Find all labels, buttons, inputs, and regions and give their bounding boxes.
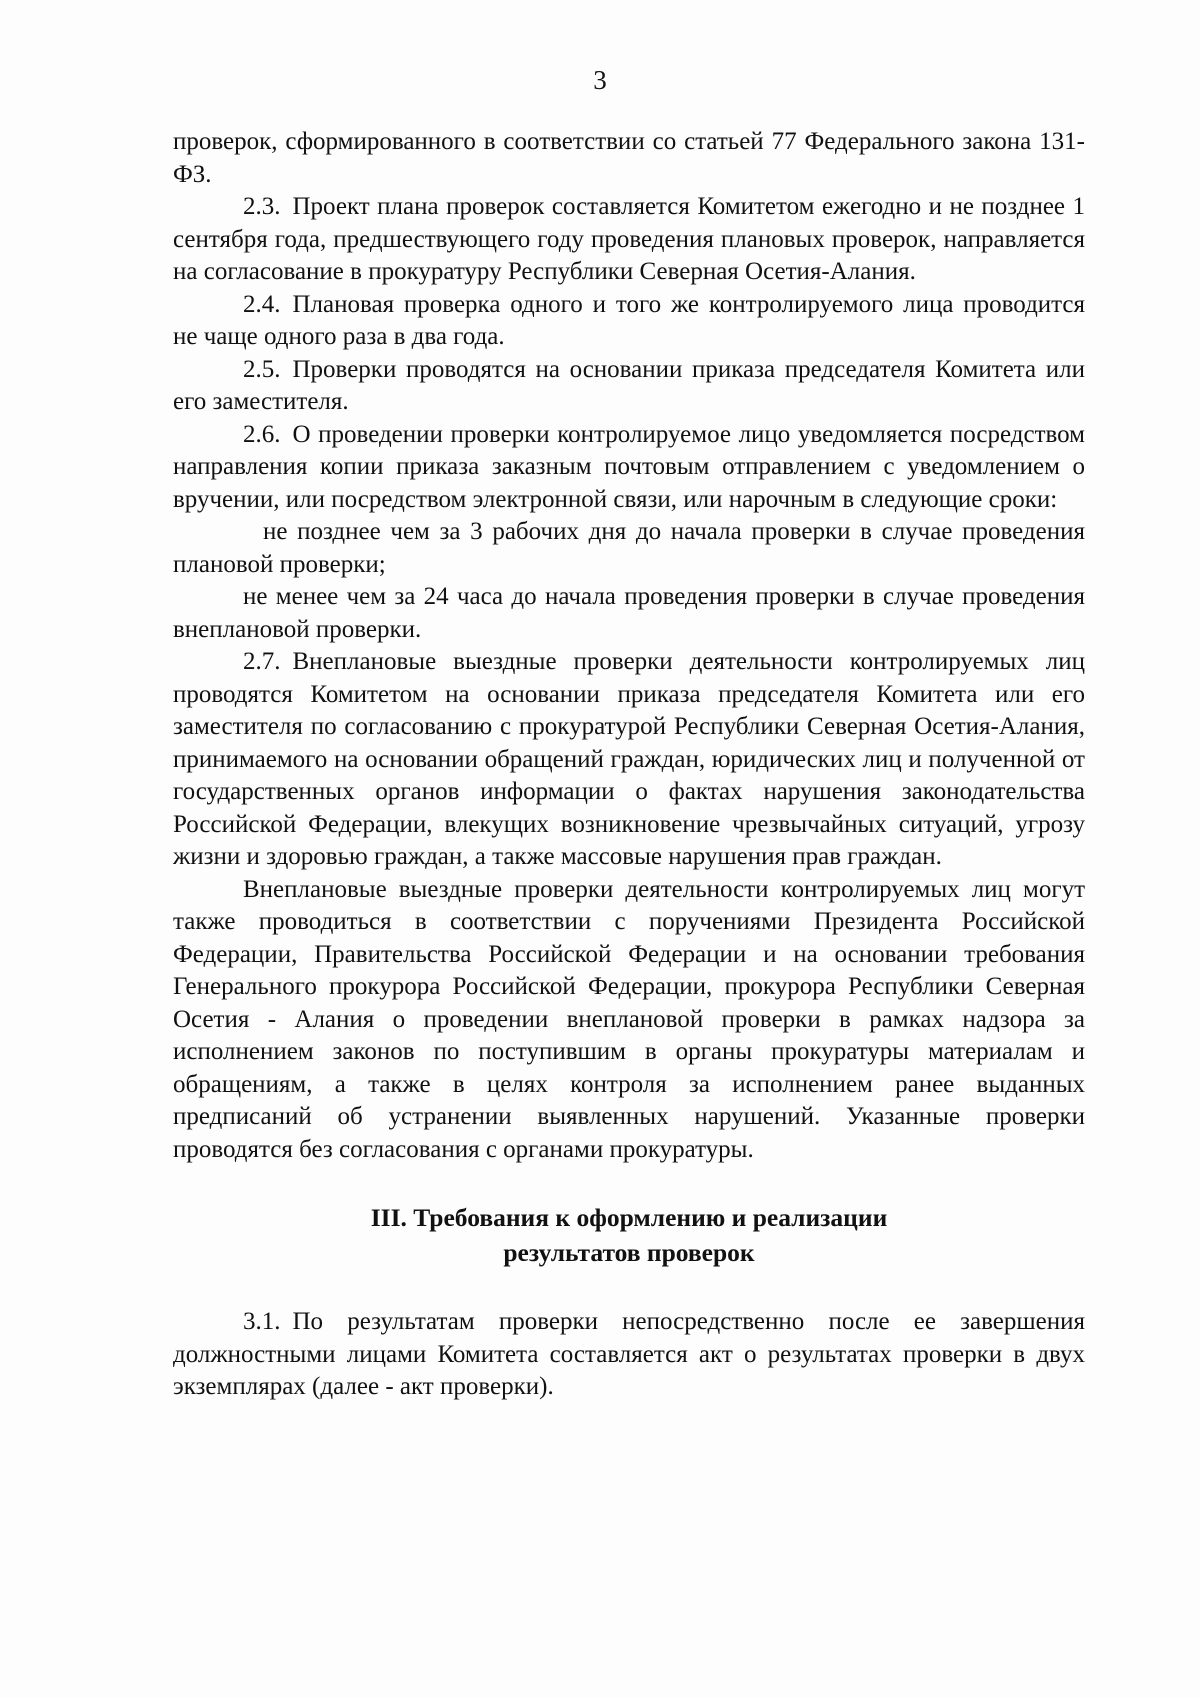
paragraph-text: Внеплановые выездные проверки деятельности контролируемых лиц проводятся Комитетом на основании приказа председателя Комитета или его заместителя по согласованию с прокуратурой Республики Северная Осетия-Алания, принимаемого на основании обращений граждан, юридических лиц и полученной от государственных органов информации о фактах нарушения законодательства Российской Федерации, влекущих возникновение чрезвычайных ситуаций, угрозу жизни и здоровью граждан, а также массовые нарушения прав граждан. <box>173 648 1085 870</box>
paragraph-text: О проведении проверки контролируемое лицо уведомляется посредством направления копии приказа заказным почтовым отправлением с уведомлением о вручении, или посредством электронной связи, или нарочным в следующие сроки: <box>173 420 1085 513</box>
paragraph-text: Проверки проводятся на основании приказа председателя Комитета или его заместителя. <box>173 355 1085 415</box>
paragraph-term-planned <box>173 516 1085 581</box>
paragraph-number: 2.5. <box>243 355 281 383</box>
paragraph-text: не менее чем за 24 часа до начала проведения проверки в случае проведения внеплановой проверки. <box>173 583 1085 643</box>
paragraph-text: Внеплановые выездные проверки деятельности контролируемых лиц могут также проводиться в соответствии с поручениями Президента Российской Федерации, Правительства Российской Федерации и на основании требования Генерального прокурора Российской Федерации, прокурора Республики Северная Осетия - Алания о проведении внеплановой проверки в рамках надзора за исполнением законов по поступившим в органы прокуратуры материалам и обращениям, а также в целях контроля за исполнением ранее выданных предписаний об устранении выявленных нарушений. Указанные проверки проводятся без согласования с органами прокуратуры. <box>173 875 1085 1163</box>
paragraph-number: 3.1. <box>243 1308 281 1335</box>
section-heading <box>173 1200 1085 1270</box>
paragraph-continuation <box>173 126 1085 191</box>
paragraph-number: 2.3. <box>243 193 281 220</box>
paragraph-2-6 <box>173 419 1085 517</box>
page-number: 3 <box>593 65 607 95</box>
paragraph-text: не позднее чем за 3 рабочих дня до начала проверки в случае проведения плановой проверки; <box>173 518 1085 578</box>
paragraph-text: По результатам проверки непосредственно после ее завершения должностными лицами Комитета составляется акт о результатах проверки в двух экземплярах (далее - акт проверки). <box>173 1308 1085 1400</box>
paragraph-text: Проект плана проверок составляется Комитетом ежегодно и не позднее 1 сентября года, предшествующего году проведения плановых проверок, направляется на согласование в прокуратуру Республики Северная Осетия-Алания. <box>173 193 1085 285</box>
paragraph-text: Плановая проверка одного и того же контролируемого лица проводится не чаще одного раза в два года. <box>173 290 1085 350</box>
paragraph-2-4 <box>173 289 1085 354</box>
document-body <box>173 126 1085 1404</box>
paragraph-2-5 <box>173 354 1085 419</box>
paragraph-2-7 <box>173 646 1085 874</box>
paragraph-number: 2.4. <box>243 290 281 318</box>
paragraph-unplanned-additional <box>173 874 1085 1167</box>
paragraph-3-1 <box>173 1306 1085 1404</box>
paragraph-2-3 <box>173 191 1085 289</box>
section-heading-line-1: III. Требования к оформлению и реализации <box>370 1203 888 1232</box>
paragraph-number: 2.6. <box>243 420 281 448</box>
section-heading-line-2: результатов проверок <box>503 1238 755 1267</box>
paragraph-text: проверок, сформированного в соответствии со статьей 77 Федерального закона 131-ФЗ. <box>173 128 1085 188</box>
paragraph-term-unplanned <box>173 581 1085 646</box>
paragraph-number: 2.7. <box>243 648 281 675</box>
